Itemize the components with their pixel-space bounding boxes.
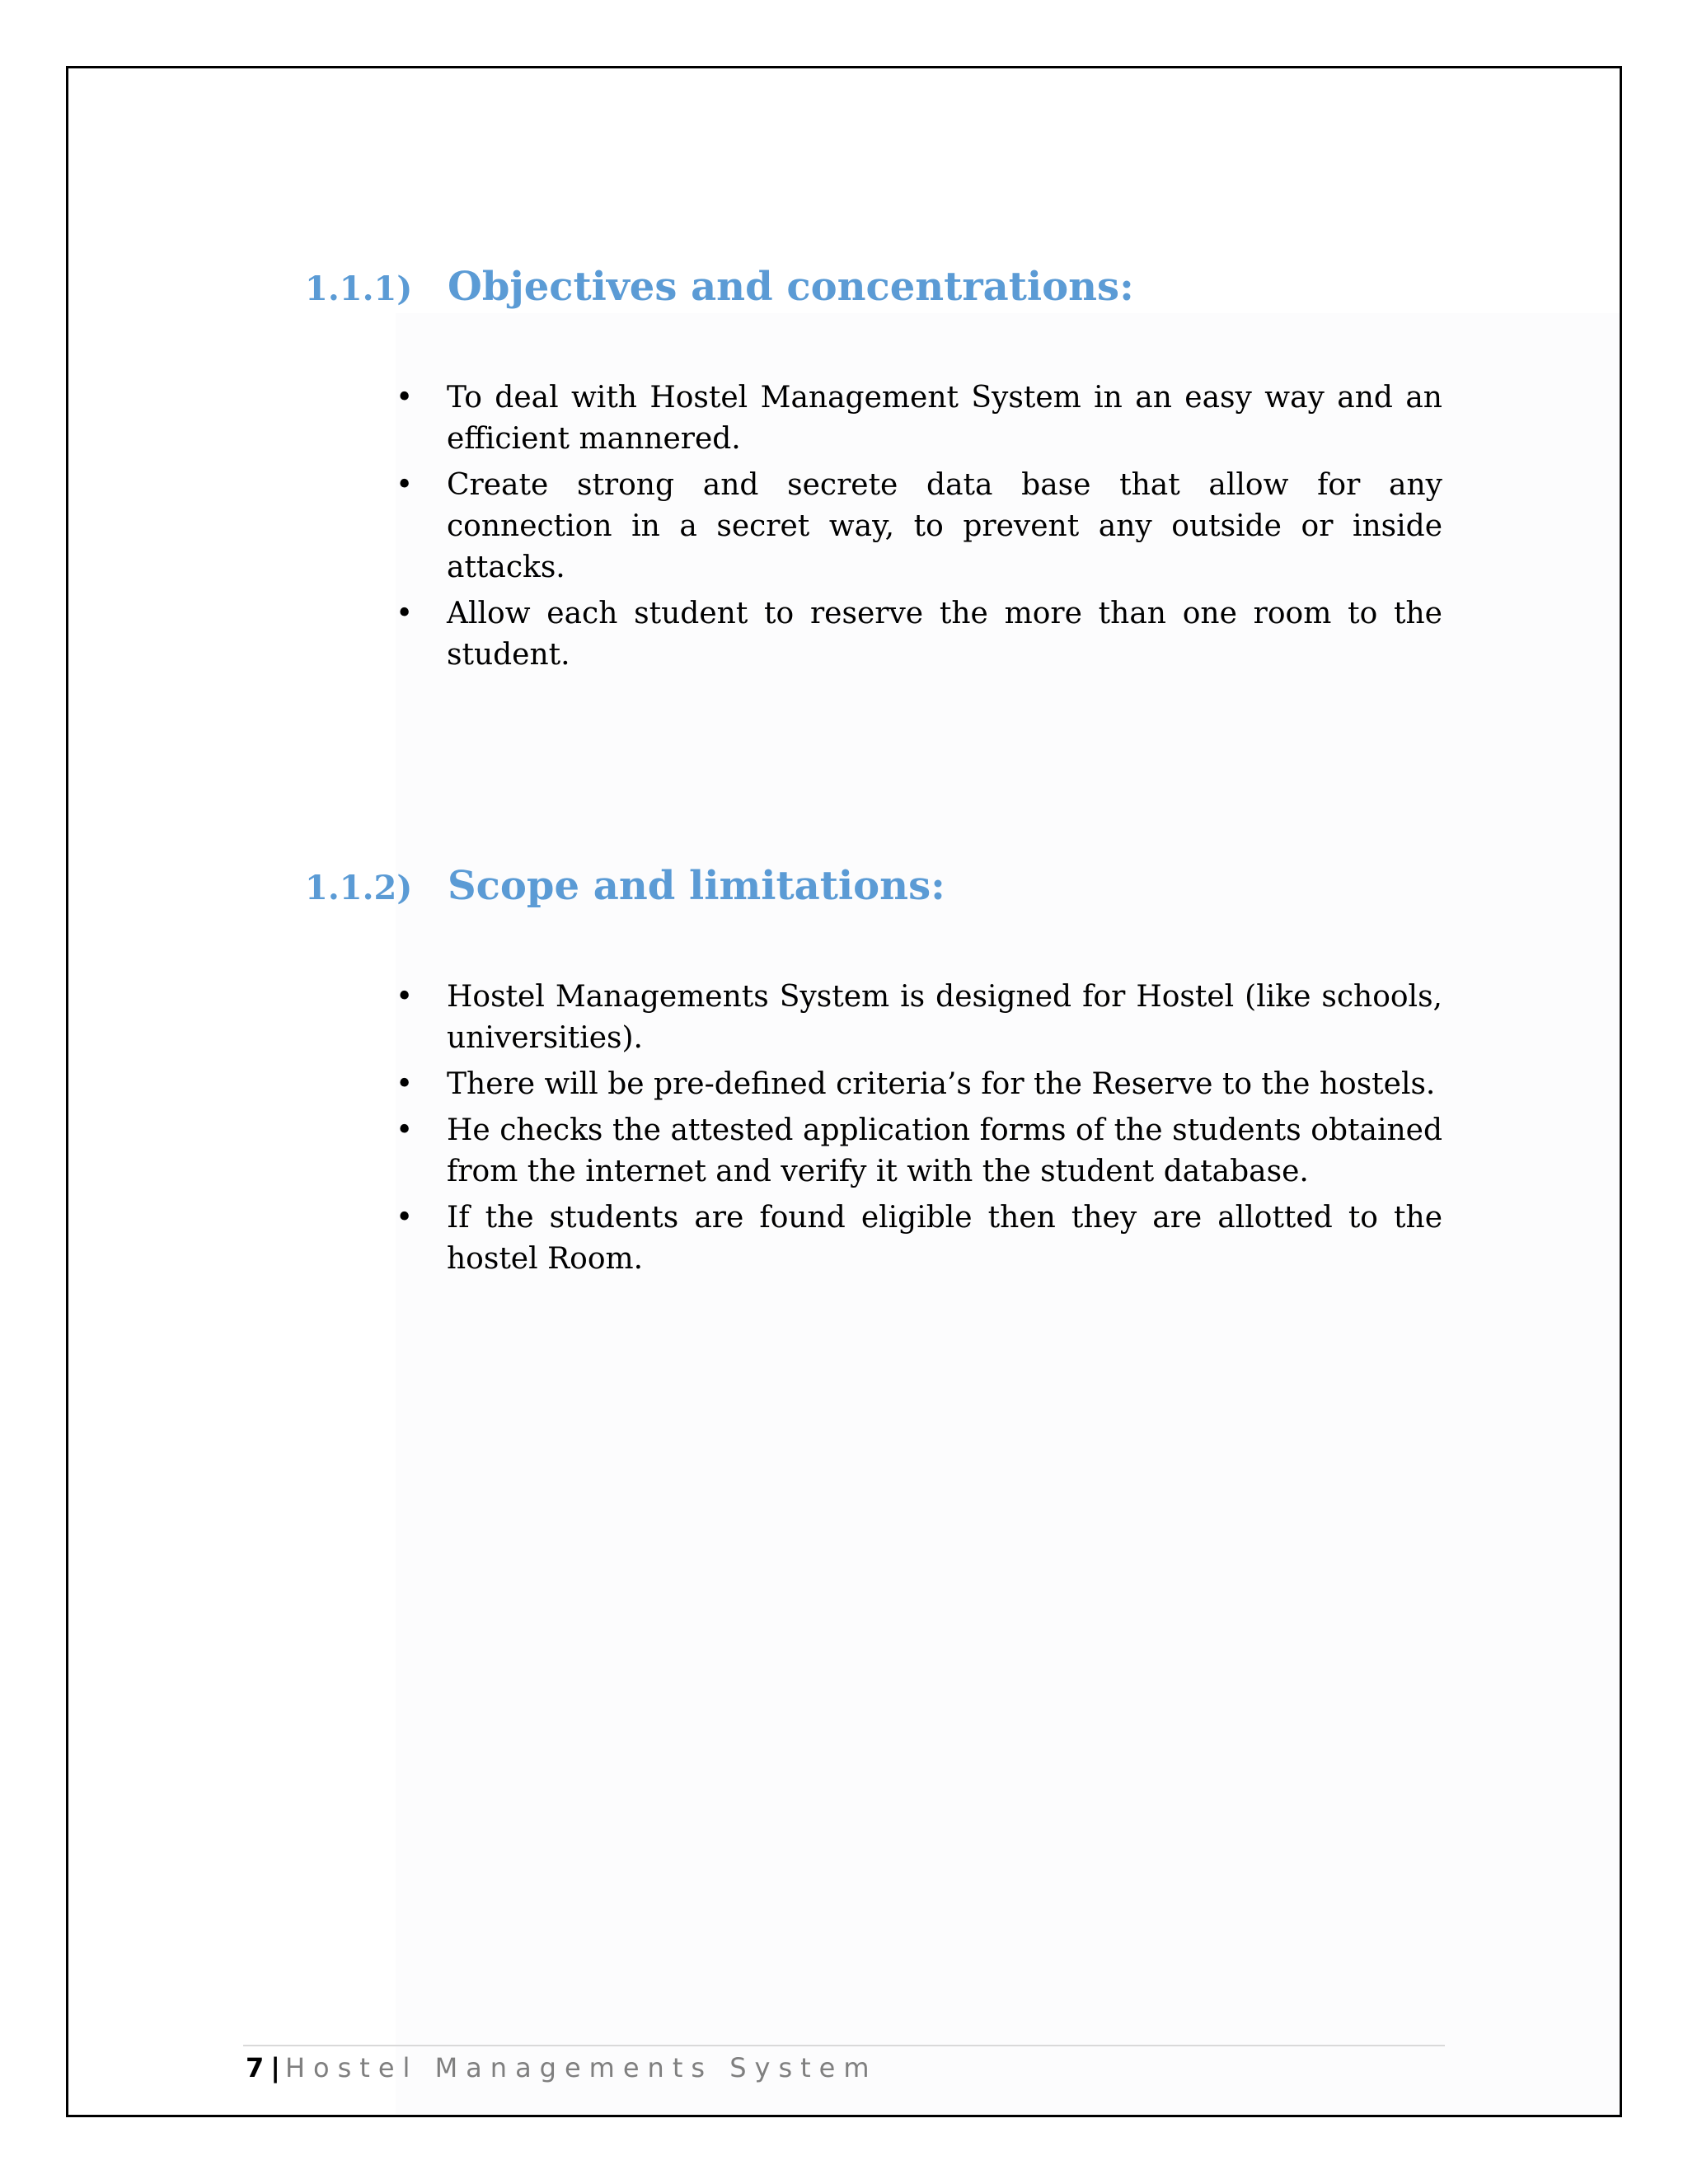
bullet-list xyxy=(396,377,1442,681)
list-item: • Create strong and secrete data base that allow for any connection in a secret way, to prevent any outside or inside attacks. xyxy=(396,465,1442,588)
footer-separator: | xyxy=(270,2052,280,2083)
page-footer xyxy=(246,2049,878,2087)
page-number: 7 xyxy=(246,2052,265,2083)
section-heading xyxy=(305,264,1442,330)
footer-divider xyxy=(243,2045,1445,2046)
bullet-list xyxy=(396,977,1442,1285)
section-heading xyxy=(305,863,1442,929)
section-objectives xyxy=(305,264,1442,672)
list-item: • There will be pre-defined criteria’s for the Reserve to the hostels. xyxy=(396,1064,1442,1105)
list-item: • Allow each student to reserve the more than one room to the student. xyxy=(396,593,1442,676)
section-title: Scope and limitations: xyxy=(448,863,945,909)
list-item: • If the students are found eligible then they are allotted to the hostel Room. xyxy=(396,1197,1442,1280)
list-item: • He checks the attested application forms of the students obtained from the internet and verify it with the student database. xyxy=(396,1110,1442,1193)
section-number: 1.1.2) xyxy=(305,869,413,907)
section-scope xyxy=(305,863,1442,1276)
list-item: • Hostel Managements System is designed for Hostel (like schools, universities). xyxy=(396,977,1442,1059)
section-title: Objectives and concentrations: xyxy=(448,264,1134,310)
section-number: 1.1.1) xyxy=(305,269,413,308)
list-item: • To deal with Hostel Management System in an easy way and an efficient mannered. xyxy=(396,377,1442,460)
footer-document-title: Hostel Managements System xyxy=(284,2052,878,2083)
